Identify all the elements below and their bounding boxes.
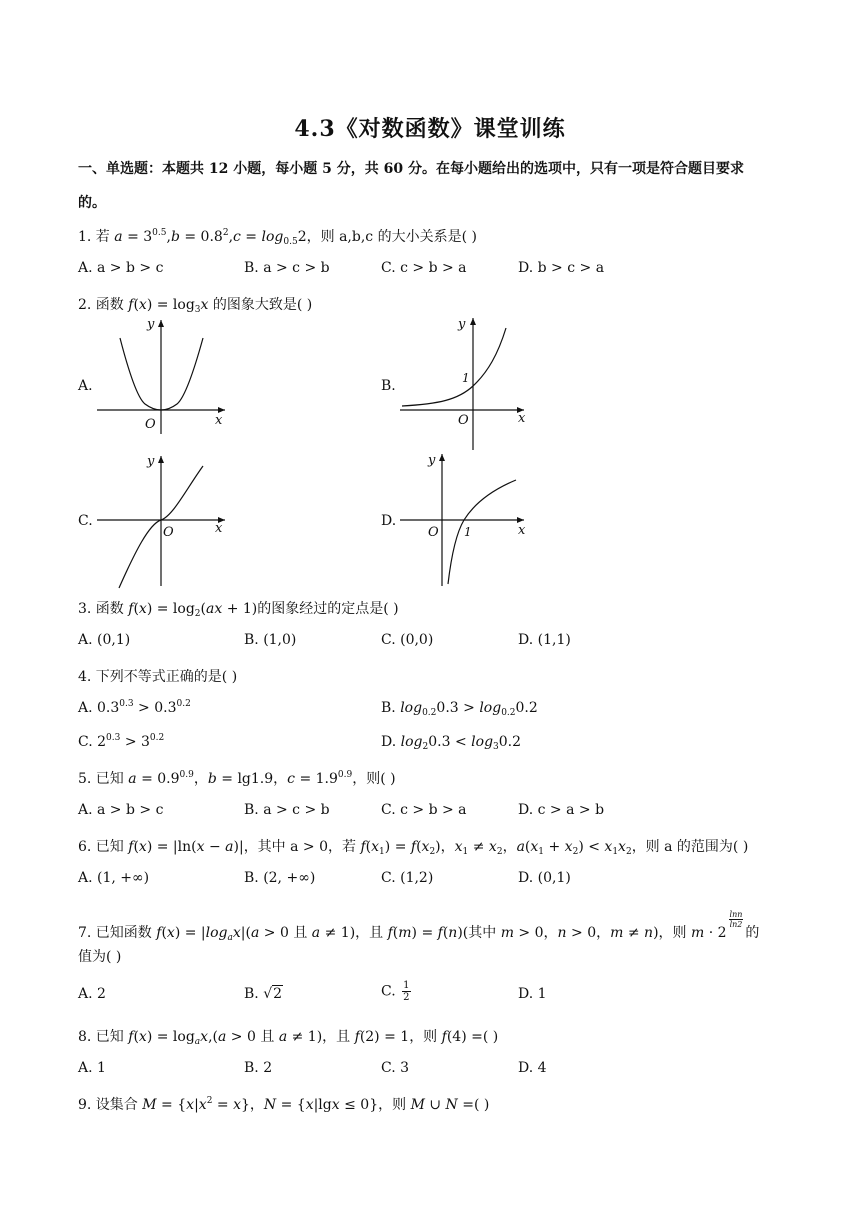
question-4-option-a[interactable]: A. $0.3^{0.3} > 0.3^{0.2}$ [78, 699, 191, 716]
question-7-option-a[interactable]: A. 2 [78, 986, 106, 1002]
question-6-stem: 6. 已知 f(x) = |ln(x − a)|，其中 a > 0，若 $f(x_1) = f(x_2)$，$x_1 \ne x_2$，$a(x_1 + x_2) < x_1x_2$，则 a 的范围为( ) [78, 839, 749, 857]
question-7-option-d[interactable]: D. 1 [518, 986, 547, 1002]
question-1-option-d[interactable]: D. b > c > a [518, 260, 605, 276]
question-3-option-a[interactable]: A. (0,1) [78, 632, 131, 648]
question-2-option-b[interactable]: B. [381, 378, 396, 394]
question-4-option-d[interactable]: D. $\log_20.3 < \log_30.2$ [381, 734, 522, 752]
question-5-option-b[interactable]: B. a > c > b [244, 802, 330, 818]
section-heading-line1: 一、单选题：本题共 12 小题，每小题 5 分，共 60 分。在每小题给出的选项中，只有一项是符合题目要求 [78, 161, 744, 177]
graph-a-parabola [95, 316, 235, 436]
question-6-option-b[interactable]: B. (2, +∞) [244, 870, 316, 886]
question-8-stem: 8. 已知 $f(x) = \log_ax,(a > 0$ 且 a ≠ 1)，且 f(2) = 1，则 f(4) =( ) [78, 1029, 499, 1047]
graph-c-x-label: x [215, 521, 223, 536]
graph-b-y-label: y [458, 317, 466, 332]
question-7-stem: 7. 已知函数 $f(x) = |\log_ax|(a > 0$ 且 a ≠ 1)，且 f(m) = f(n)(其中 m > 0，n > 0，m ≠ n)，则 m · 2 $\frac{\ln n}{\ln 2}$ 的 [78, 910, 760, 943]
question-3-option-d[interactable]: D. (1,1) [518, 632, 571, 648]
question-3-option-b[interactable]: B. (1,0) [244, 632, 297, 648]
question-1-option-c[interactable]: C. c > b > a [381, 260, 467, 276]
question-5-option-a[interactable]: A. a > b > c [78, 802, 164, 818]
graph-b-origin: O [458, 413, 469, 428]
question-5-option-d[interactable]: D. c > a > b [518, 802, 605, 818]
question-1-option-b[interactable]: B. a > c > b [244, 260, 330, 276]
graph-b-x-label: x [518, 411, 526, 426]
question-6-option-d[interactable]: D. (0,1) [518, 870, 571, 886]
graph-b-exponential [398, 314, 538, 454]
question-2-stem: 2. 函数 $f(x) = \log_3x$ 的图象大致是( ) [78, 297, 313, 315]
graph-b-one-label: 1 [462, 371, 470, 385]
question-9-stem: 9. 设集合 $M = \{x|x^2 = x\}$，N = {x|lgx ≤ 0}，则 M ∪ N =( ) [78, 1096, 490, 1113]
question-7-option-b[interactable]: B. √2 [244, 986, 283, 1002]
question-8-option-c[interactable]: C. 3 [381, 1060, 410, 1076]
question-1-option-a[interactable]: A. a > b > c [78, 260, 164, 276]
q7-exponent-numerator: lnn [729, 910, 743, 919]
question-6-option-c[interactable]: C. (1,2) [381, 870, 434, 886]
question-7-option-c[interactable]: C. $\frac{1}{2}$ [381, 980, 410, 1003]
graph-d-origin: O [428, 525, 439, 540]
question-8-option-a[interactable]: A. 1 [78, 1060, 106, 1076]
question-3-stem: 3. 函数 $f(x) = \log_2(ax + 1)$的图象经过的定点是( ) [78, 601, 399, 619]
question-2-option-a[interactable]: A. [78, 378, 93, 394]
question-1-stem: 1. 若 $a = 3^{0.5},b = 0.8^2,c = \log_{0.5}2$，则 a,b,c 的大小关系是( ) [78, 228, 477, 247]
question-5-option-c[interactable]: C. c > b > a [381, 802, 467, 818]
question-2-option-d[interactable]: D. [381, 513, 397, 529]
question-8-option-b[interactable]: B. 2 [244, 1060, 273, 1076]
q7-exponent-denominator: ln2 [729, 920, 743, 929]
question-3-option-c[interactable]: C. (0,0) [381, 632, 434, 648]
graph-c-y-label: y [147, 454, 155, 469]
graph-c-cubic [95, 452, 235, 592]
question-5-stem: 5. 已知 $a = 0.9^{0.9}$，b = lg1.9，$c = 1.9^{0.9}$，则( ) [78, 770, 396, 787]
question-4-stem: 4. 下列不等式正确的是( ) [78, 669, 238, 685]
page-title: 4.3《对数函数》课堂训练 [294, 116, 566, 142]
question-7-stem-line2: 值为( ) [78, 949, 122, 965]
section-heading-line2: 的。 [78, 195, 106, 211]
question-8-option-d[interactable]: D. 4 [518, 1060, 547, 1076]
question-2-option-c[interactable]: C. [78, 513, 93, 529]
graph-a-origin: O [145, 417, 156, 432]
graph-d-x-label: x [518, 523, 526, 538]
question-4-option-c[interactable]: C. $2^{0.3} > 3^{0.2}$ [78, 733, 165, 750]
question-6-option-a[interactable]: A. (1, +∞) [78, 870, 150, 886]
graph-a-x-label: x [215, 413, 223, 428]
graph-a-y-label: y [147, 317, 155, 332]
graph-c-origin: O [163, 525, 174, 540]
graph-d-y-label: y [428, 453, 436, 468]
graph-d-logarithm [398, 450, 538, 590]
question-4-option-b[interactable]: B. $\log_{0.2}0.3 > \log_{0.2}0.2$ [381, 700, 538, 718]
graph-d-one-label: 1 [464, 525, 472, 539]
